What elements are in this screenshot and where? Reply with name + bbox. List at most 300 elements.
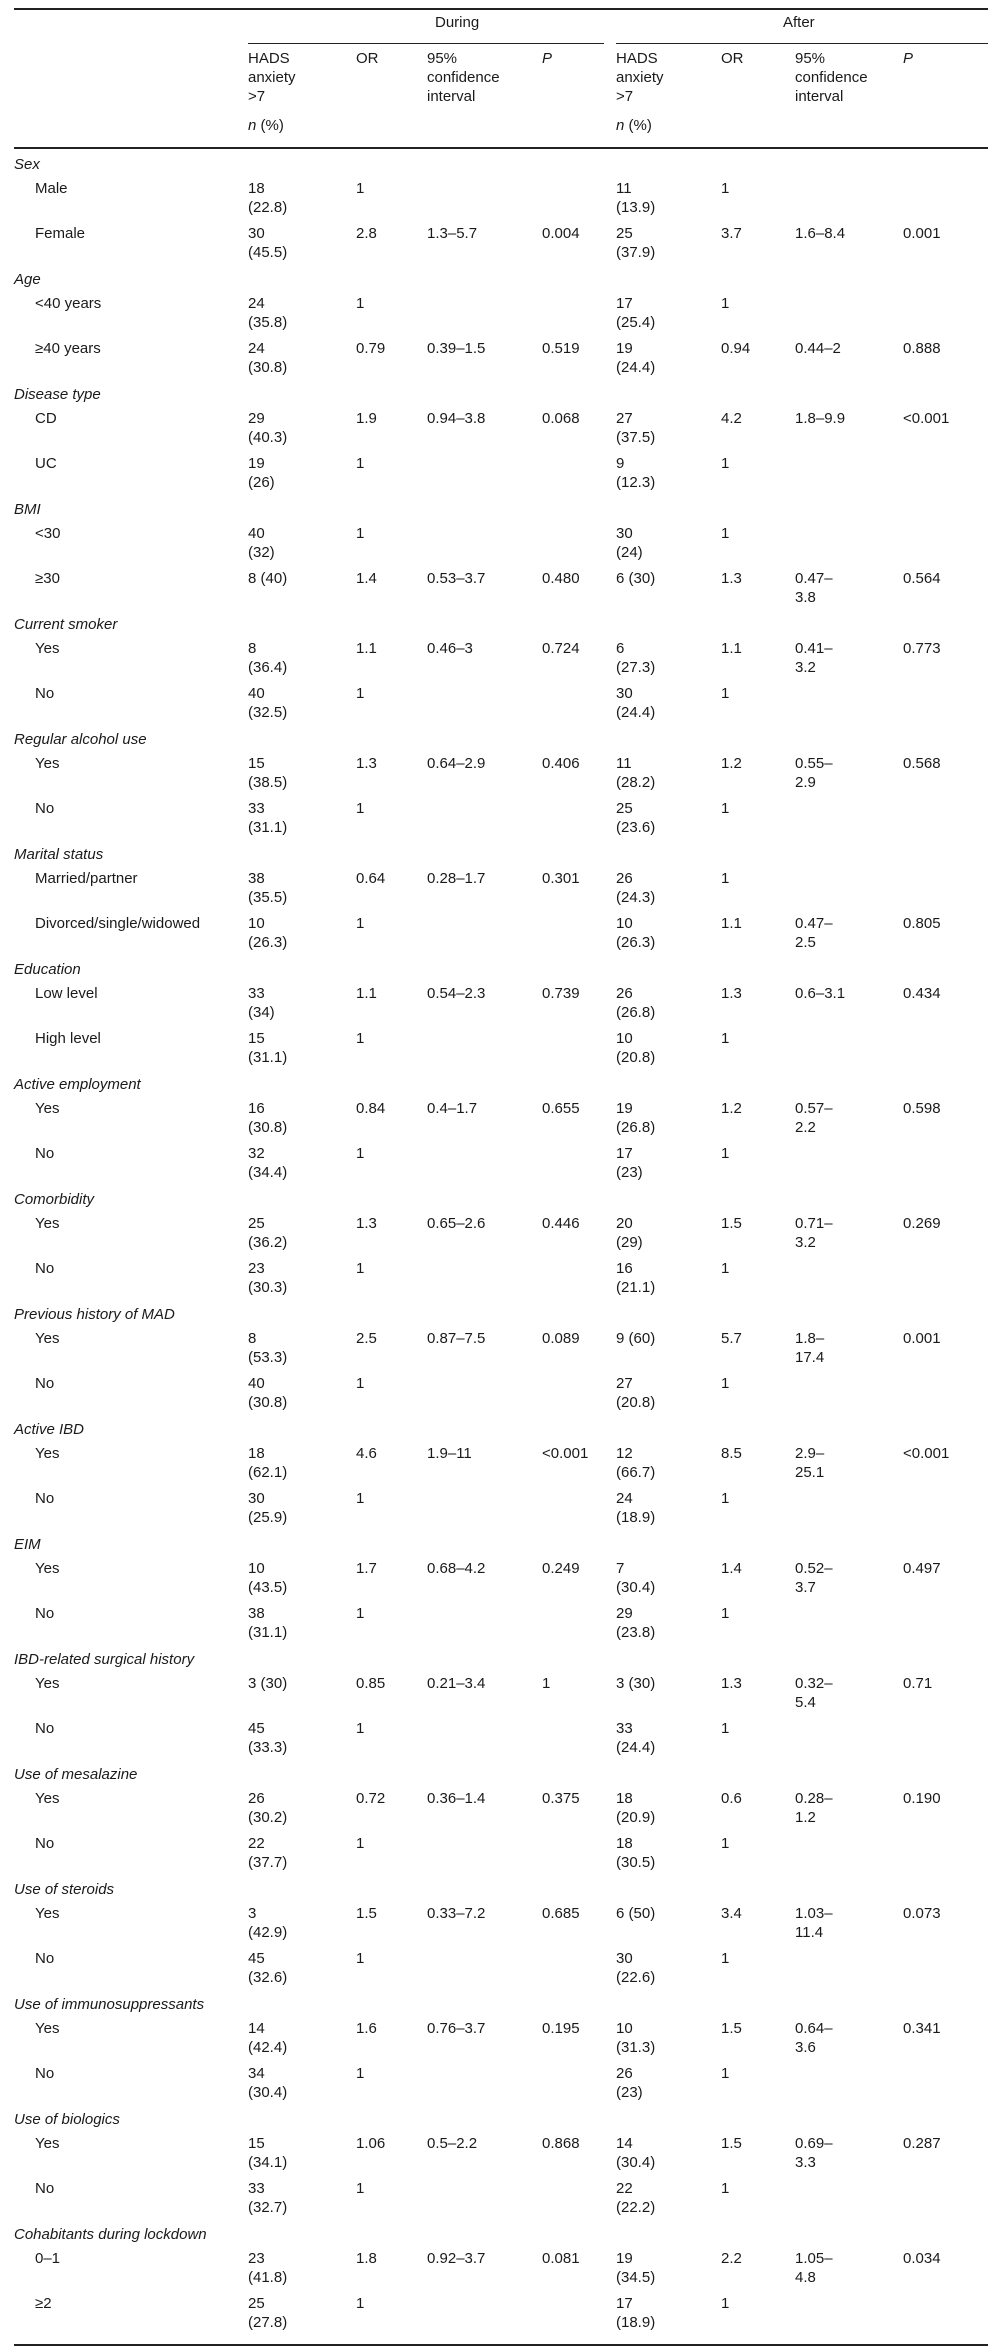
during-or-value: 0.72: [356, 1790, 386, 1807]
during-or-value: 1.9: [356, 410, 377, 427]
header-ci-line2: confidence: [427, 69, 500, 86]
during-hads-value: (26.3): [248, 934, 288, 951]
header-n-percent: n (%): [616, 117, 652, 134]
after-ci-value: 0.28–: [795, 1790, 833, 1807]
header-hads-line3: >7: [616, 88, 634, 105]
after-hads-value: 16: [616, 1260, 633, 1277]
during-hads-value: 38: [248, 1605, 265, 1622]
after-hads-value: (22.6): [616, 1969, 656, 1986]
group-title: Use of immunosuppressants: [14, 1996, 205, 2013]
after-or-value: 1.5: [721, 2020, 742, 2037]
after-hads-value: (20.9): [616, 1809, 656, 1826]
during-or-value: 1: [356, 1835, 365, 1852]
after-or-value: 1: [721, 455, 730, 472]
header-hads-line3: >7: [248, 88, 266, 105]
during-ci-value: 0.65–2.6: [427, 1215, 486, 1232]
during-hads-value: 3: [248, 1905, 257, 1922]
during-hads-value: 22: [248, 1835, 265, 1852]
during-or-value: 1.1: [356, 985, 377, 1002]
after-p-value: <0.001: [903, 410, 950, 427]
after-hads-value: 19: [616, 340, 633, 357]
during-or-value: 1: [356, 1490, 365, 1507]
during-or-value: 4.6: [356, 1445, 377, 1462]
row-label: Yes: [35, 1330, 60, 1347]
after-hads-value: 6 (50): [616, 1905, 656, 1922]
during-hads-value: 8: [248, 640, 257, 657]
during-hads-value: (36.4): [248, 659, 288, 676]
during-ci-value: 0.94–3.8: [427, 410, 486, 427]
after-or-value: 3.4: [721, 1905, 742, 1922]
during-hads-value: 40: [248, 525, 265, 542]
during-hads-value: 26: [248, 1790, 265, 1807]
during-or-value: 1.8: [356, 2250, 377, 2267]
group-title: Active IBD: [14, 1421, 85, 1438]
header-hads-line2: anxiety: [616, 69, 664, 86]
during-p-value: 0.406: [542, 755, 580, 772]
after-hads-value: (22.2): [616, 2199, 656, 2216]
row-label: No: [35, 1950, 55, 1967]
group-title: Use of biologics: [14, 2111, 120, 2128]
during-hads-value: (30.8): [248, 359, 288, 376]
after-hads-value: (37.9): [616, 244, 656, 261]
during-hads-value: 45: [248, 1720, 265, 1737]
during-hads-value: (32.7): [248, 2199, 288, 2216]
row-label: No: [35, 1720, 55, 1737]
row-label: No: [35, 800, 55, 817]
during-p-value: 0.868: [542, 2135, 580, 2152]
row-label: <40 years: [35, 295, 102, 312]
after-or-value: 1.3: [721, 1675, 742, 1692]
during-hads-value: (37.7): [248, 1854, 288, 1871]
during-or-value: 1.7: [356, 1560, 377, 1577]
during-or-value: 1: [356, 180, 365, 197]
after-hads-value: 9: [616, 455, 625, 472]
after-p-value: 0.434: [903, 985, 941, 1002]
during-or-value: 1: [356, 800, 365, 817]
after-hads-value: (66.7): [616, 1464, 656, 1481]
during-hads-value: (26): [248, 474, 275, 491]
group-title: Cohabitants during lockdown: [14, 2226, 207, 2243]
after-p-value: 0.598: [903, 1100, 941, 1117]
after-ci-value: 0.41–: [795, 640, 833, 657]
during-hads-value: (43.5): [248, 1579, 288, 1596]
during-hads-value: (30.8): [248, 1394, 288, 1411]
group-title: Sex: [14, 156, 40, 173]
after-or-value: 1: [721, 1375, 730, 1392]
header-n-percent: n (%): [248, 117, 284, 134]
after-hads-value: 29: [616, 1605, 633, 1622]
after-ci-value: 1.6–8.4: [795, 225, 846, 242]
row-label: Divorced/single/widowed: [35, 915, 201, 932]
after-ci-value: 0.52–: [795, 1560, 833, 1577]
after-ci-value: 3.8: [795, 589, 816, 606]
after-ci-value: 0.47–: [795, 915, 833, 932]
after-or-value: 1: [721, 2065, 730, 2082]
header-ci-line2: confidence: [795, 69, 868, 86]
after-hads-value: (28.2): [616, 774, 656, 791]
row-label: Yes: [35, 2020, 60, 2037]
during-hads-value: (31.1): [248, 819, 288, 836]
after-ci-value: 2.9: [795, 774, 816, 791]
during-hads-value: (27.8): [248, 2314, 288, 2331]
during-or-value: 2.5: [356, 1330, 377, 1347]
after-or-value: 1.1: [721, 915, 742, 932]
during-hads-value: 23: [248, 2250, 265, 2267]
during-hads-value: (62.1): [248, 1464, 288, 1481]
after-or-value: 2.2: [721, 2250, 742, 2267]
during-ci-value: 0.92–3.7: [427, 2250, 486, 2267]
row-label: Yes: [35, 1675, 60, 1692]
header-hads-line1: HADS: [248, 50, 290, 67]
after-hads-value: 25: [616, 800, 633, 817]
during-or-value: 0.64: [356, 870, 386, 887]
during-hads-value: (32): [248, 544, 275, 561]
row-label: Yes: [35, 2135, 60, 2152]
after-ci-value: 1.8–9.9: [795, 410, 846, 427]
row-label: Yes: [35, 1905, 60, 1922]
after-hads-value: 12: [616, 1445, 633, 1462]
during-or-value: 1: [356, 1720, 365, 1737]
header-or: OR: [356, 50, 379, 67]
during-p-value: 0.739: [542, 985, 580, 1002]
during-span-rule: [248, 43, 604, 44]
during-ci-value: 0.54–2.3: [427, 985, 486, 1002]
after-hads-value: 17: [616, 295, 633, 312]
row-label: No: [35, 2065, 55, 2082]
during-or-value: 2.8: [356, 225, 377, 242]
after-hads-value: (26.3): [616, 934, 656, 951]
group-title: Age: [14, 271, 41, 288]
after-or-value: 1: [721, 685, 730, 702]
during-hads-value: 33: [248, 800, 265, 817]
after-hads-value: (23.6): [616, 819, 656, 836]
row-label: 0–1: [35, 2250, 61, 2267]
after-ci-value: 2.9–: [795, 1445, 825, 1462]
after-p-value: <0.001: [903, 1445, 950, 1462]
during-or-value: 0.85: [356, 1675, 386, 1692]
after-hads-value: 30: [616, 525, 633, 542]
during-hads-value: (31.1): [248, 1624, 288, 1641]
group-title: Use of mesalazine: [14, 1766, 138, 1783]
during-ci-value: 0.87–7.5: [427, 1330, 486, 1347]
after-hads-value: 30: [616, 685, 633, 702]
after-p-value: 0.287: [903, 2135, 941, 2152]
row-label: No: [35, 1835, 55, 1852]
during-hads-value: (34.4): [248, 1164, 288, 1181]
after-ci-value: 2.5: [795, 934, 816, 951]
group-title: Marital status: [14, 846, 104, 863]
during-hads-value: (42.4): [248, 2039, 288, 2056]
after-ci-value: 0.55–: [795, 755, 833, 772]
row-label: Yes: [35, 1215, 60, 1232]
after-or-value: 1: [721, 525, 730, 542]
after-or-value: 3.7: [721, 225, 742, 242]
after-p-value: 0.71: [903, 1675, 933, 1692]
row-label: No: [35, 1375, 55, 1392]
after-hads-value: 10: [616, 2020, 633, 2037]
during-hads-value: 40: [248, 685, 265, 702]
during-hads-value: 24: [248, 340, 265, 357]
after-or-value: 1: [721, 2295, 730, 2312]
during-hads-value: 29: [248, 410, 265, 427]
header-ci-line1: 95%: [795, 50, 826, 67]
row-label: <30: [35, 525, 61, 542]
during-p-value: 0.655: [542, 1100, 580, 1117]
during-hads-value: (38.5): [248, 774, 288, 791]
row-label: Low level: [35, 985, 98, 1002]
after-hads-value: 25: [616, 225, 633, 242]
header-ci-line3: interval: [427, 88, 476, 105]
after-or-value: 1.2: [721, 755, 742, 772]
row-label: CD: [35, 410, 57, 427]
header-after: After: [783, 14, 815, 31]
during-hads-value: (30.8): [248, 1119, 288, 1136]
after-hads-value: (24): [616, 544, 643, 561]
during-hads-value: 45: [248, 1950, 265, 1967]
after-hads-value: (20.8): [616, 1049, 656, 1066]
during-or-value: 1: [356, 1030, 365, 1047]
after-hads-value: (24.4): [616, 1739, 656, 1756]
after-or-value: 1.2: [721, 1100, 742, 1117]
after-hads-value: 33: [616, 1720, 633, 1737]
after-p-value: 0.497: [903, 1560, 941, 1577]
during-hads-value: (35.5): [248, 889, 288, 906]
after-hads-value: (23): [616, 1164, 643, 1181]
row-label: Yes: [35, 1100, 60, 1117]
during-or-value: 1.4: [356, 570, 377, 587]
after-or-value: 1: [721, 2180, 730, 2197]
during-or-value: 1: [356, 2065, 365, 2082]
during-hads-value: 3 (30): [248, 1675, 288, 1692]
after-ci-value: 3.3: [795, 2154, 816, 2171]
after-or-value: 1: [721, 1145, 730, 1162]
during-or-value: 1.5: [356, 1905, 377, 1922]
group-title: Active employment: [14, 1076, 141, 1093]
during-hads-value: (25.9): [248, 1509, 288, 1526]
during-hads-value: 8: [248, 1330, 257, 1347]
during-hads-value: 19: [248, 455, 265, 472]
after-ci-value: 0.32–: [795, 1675, 833, 1692]
after-p-value: 0.773: [903, 640, 941, 657]
after-p-value: 0.568: [903, 755, 941, 772]
during-ci-value: 0.5–2.2: [427, 2135, 478, 2152]
row-label: No: [35, 1145, 55, 1162]
after-hads-value: 18: [616, 1835, 633, 1852]
after-or-value: 1: [721, 295, 730, 312]
during-or-value: 0.79: [356, 340, 386, 357]
during-hads-value: (35.8): [248, 314, 288, 331]
after-or-value: 1: [721, 1605, 730, 1622]
during-or-value: 1.3: [356, 755, 377, 772]
row-label: ≥2: [35, 2295, 52, 2312]
header-hads-line2: anxiety: [248, 69, 296, 86]
during-or-value: 1: [356, 915, 365, 932]
during-hads-value: 15: [248, 2135, 265, 2152]
after-or-value: 1: [721, 1490, 730, 1507]
row-label: Yes: [35, 640, 60, 657]
after-p-value: 0.341: [903, 2020, 941, 2037]
after-hads-value: (18.9): [616, 2314, 656, 2331]
during-hads-value: 14: [248, 2020, 265, 2037]
during-hads-value: (30.4): [248, 2084, 288, 2101]
during-ci-value: 0.53–3.7: [427, 570, 486, 587]
during-or-value: 1: [356, 1950, 365, 1967]
during-p-value: 0.446: [542, 1215, 580, 1232]
header-ci-line3: interval: [795, 88, 844, 105]
during-p-value: 0.195: [542, 2020, 580, 2037]
during-ci-value: 0.4–1.7: [427, 1100, 478, 1117]
after-hads-value: 9 (60): [616, 1330, 656, 1347]
after-p-value: 0.888: [903, 340, 941, 357]
after-p-value: 0.001: [903, 225, 941, 242]
row-label: Male: [35, 180, 68, 197]
after-p-value: 0.269: [903, 1215, 941, 1232]
header-during: During: [435, 14, 480, 31]
during-p-value: 1: [542, 1675, 551, 1692]
during-p-value: 0.724: [542, 640, 580, 657]
during-hads-value: (36.2): [248, 1234, 288, 1251]
after-hads-value: (25.4): [616, 314, 656, 331]
during-hads-value: 16: [248, 1100, 265, 1117]
after-hads-value: (26.8): [616, 1119, 656, 1136]
after-hads-value: (26.8): [616, 1004, 656, 1021]
after-p-value: 0.805: [903, 915, 941, 932]
during-ci-value: 0.36–1.4: [427, 1790, 486, 1807]
row-label: Married/partner: [35, 870, 138, 887]
after-hads-value: 27: [616, 410, 633, 427]
after-or-value: 1: [721, 1950, 730, 1967]
row-label: High level: [35, 1030, 101, 1047]
after-ci-value: 11.4: [795, 1924, 824, 1941]
after-or-value: 5.7: [721, 1330, 742, 1347]
group-title: Disease type: [14, 386, 101, 403]
during-hads-value: 32: [248, 1145, 265, 1162]
after-ci-value: 5.4: [795, 1694, 816, 1711]
during-ci-value: 0.39–1.5: [427, 340, 486, 357]
after-ci-value: 1.2: [795, 1809, 816, 1826]
after-hads-value: 22: [616, 2180, 633, 2197]
after-hads-value: (31.3): [616, 2039, 656, 2056]
during-hads-value: (30.3): [248, 1279, 288, 1296]
after-ci-value: 0.64–: [795, 2020, 833, 2037]
after-hads-value: 26: [616, 870, 633, 887]
after-hads-value: (20.8): [616, 1394, 656, 1411]
after-hads-value: (23.8): [616, 1624, 656, 1641]
during-hads-value: 15: [248, 755, 265, 772]
during-ci-value: 1.9–11: [427, 1445, 472, 1462]
after-hads-value: (30.5): [616, 1854, 656, 1871]
after-or-value: 1.5: [721, 1215, 742, 1232]
during-ci-value: 0.68–4.2: [427, 1560, 486, 1577]
during-hads-value: 18: [248, 180, 265, 197]
after-or-value: 1.5: [721, 2135, 742, 2152]
during-hads-value: 23: [248, 1260, 265, 1277]
after-ci-value: 1.03–: [795, 1905, 833, 1922]
during-or-value: 1: [356, 685, 365, 702]
during-p-value: 0.081: [542, 2250, 580, 2267]
during-ci-value: 0.46–3: [427, 640, 473, 657]
during-or-value: 1: [356, 1260, 365, 1277]
row-label: ≥40 years: [35, 340, 101, 357]
during-or-value: 1: [356, 2295, 365, 2312]
during-or-value: 1: [356, 2180, 365, 2197]
after-hads-value: 10: [616, 915, 633, 932]
group-title: EIM: [14, 1536, 41, 1553]
during-p-value: 0.249: [542, 1560, 580, 1577]
group-title: Education: [14, 961, 81, 978]
after-hads-value: 7: [616, 1560, 625, 1577]
row-label: No: [35, 1260, 55, 1277]
after-span-rule: [616, 43, 988, 44]
during-or-value: 1: [356, 1605, 365, 1622]
table-top-rule: [14, 8, 988, 10]
row-label: Yes: [35, 1790, 60, 1807]
group-title: Current smoker: [14, 616, 118, 633]
after-hads-value: 10: [616, 1030, 633, 1047]
during-p-value: <0.001: [542, 1445, 589, 1462]
after-hads-value: 26: [616, 2065, 633, 2082]
during-or-value: 1.6: [356, 2020, 377, 2037]
header-ci-line1: 95%: [427, 50, 458, 67]
after-hads-value: 11: [616, 180, 632, 197]
during-hads-value: (32.5): [248, 704, 288, 721]
after-hads-value: 26: [616, 985, 633, 1002]
after-p-value: 0.190: [903, 1790, 941, 1807]
after-hads-value: 3 (30): [616, 1675, 656, 1692]
after-p-value: 0.001: [903, 1330, 941, 1347]
group-title: Use of steroids: [14, 1881, 115, 1898]
group-title: BMI: [14, 501, 41, 518]
after-hads-value: 19: [616, 1100, 633, 1117]
after-hads-value: (13.9): [616, 199, 656, 216]
after-hads-value: (30.4): [616, 1579, 656, 1596]
during-p-value: 0.004: [542, 225, 580, 242]
after-ci-value: 0.44–2: [795, 340, 841, 357]
during-p-value: 0.068: [542, 410, 580, 427]
after-or-value: 1.4: [721, 1560, 742, 1577]
row-label: Female: [35, 225, 86, 242]
header-hads-line1: HADS: [616, 50, 658, 67]
row-label: UC: [35, 455, 57, 472]
during-ci-value: 0.21–3.4: [427, 1675, 486, 1692]
during-or-value: 1: [356, 1375, 365, 1392]
during-hads-value: 30: [248, 225, 265, 242]
after-or-value: 1: [721, 870, 730, 887]
after-or-value: 8.5: [721, 1445, 742, 1462]
after-hads-value: (23): [616, 2084, 643, 2101]
after-hads-value: (24.3): [616, 889, 656, 906]
row-label: Yes: [35, 1445, 60, 1462]
during-hads-value: 34: [248, 2065, 265, 2082]
after-or-value: 1: [721, 1720, 730, 1737]
after-ci-value: 4.8: [795, 2269, 816, 2286]
during-or-value: 1: [356, 525, 365, 542]
during-ci-value: 0.28–1.7: [427, 870, 486, 887]
after-hads-value: (24.4): [616, 704, 656, 721]
after-or-value: 1.3: [721, 985, 742, 1002]
after-or-value: 1: [721, 180, 730, 197]
after-ci-value: 3.7: [795, 1579, 816, 1596]
during-hads-value: 10: [248, 1560, 265, 1577]
during-hads-value: (33.3): [248, 1739, 288, 1756]
after-ci-value: 0.69–: [795, 2135, 833, 2152]
after-hads-value: 17: [616, 2295, 633, 2312]
during-or-value: 1: [356, 455, 365, 472]
during-p-value: 0.089: [542, 1330, 580, 1347]
after-p-value: 0.564: [903, 570, 941, 587]
after-ci-value: 2.2: [795, 1119, 816, 1136]
after-or-value: 0.94: [721, 340, 751, 357]
